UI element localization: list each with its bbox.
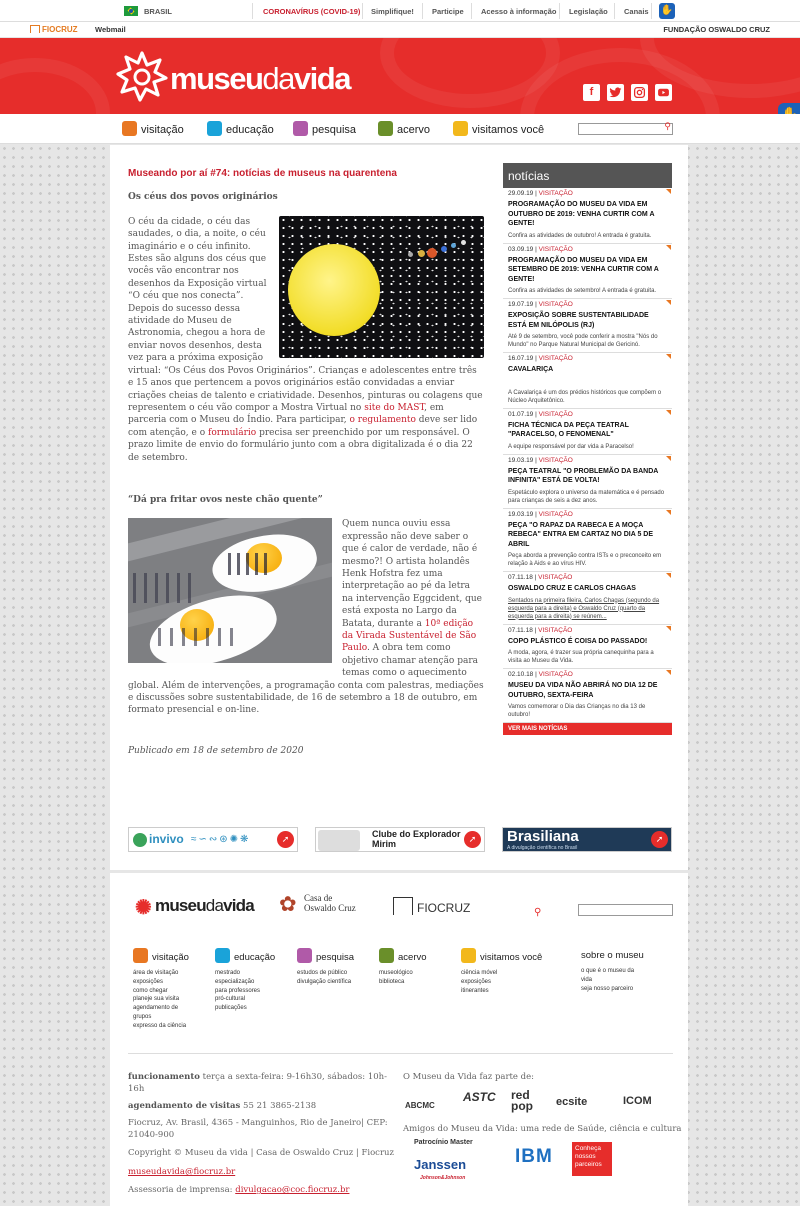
main-nav [0,114,800,144]
acervo-icon [378,121,393,136]
fiocruz-logo[interactable]: FIOCRUZ [30,25,78,34]
news-item[interactable]: 19.03.19 | VISITAÇÃO PEÇA "O RAPAZ DA RABECA E A MOÇA REBECA" ENTRA EM CARTAZ NO DIA 5 DE ABRIL Peça aborda a prevenção contra ISTs e o preconceito em relação à Aids e ao vírus HIV. [503,509,672,573]
visitamos-voce-icon [461,948,476,963]
footer-link[interactable]: biblioteca [379,978,405,985]
gov-link-legislacao[interactable]: Legislação [569,7,608,16]
footer-col-sobre [581,948,644,993]
gov-link-canais[interactable]: Canais [624,7,649,16]
footer-link[interactable]: exposições [133,978,164,985]
footer-partof: O Museu da Vida faz parte de: [403,1072,534,1082]
press-email-link[interactable]: divulgacao@coc.fiocruz.br [235,1185,350,1195]
gov-link-participe[interactable]: Participe [432,7,464,16]
partners-button[interactable]: Conheça nossos parceiros [572,1142,612,1176]
footer-link[interactable]: ciência móvel [461,970,498,976]
brazil-flag-icon [124,6,138,16]
twitter-icon[interactable] [607,84,624,101]
partner-redpop[interactable]: red pop [511,1088,533,1113]
footer-link[interactable]: como chegar [133,987,168,994]
footer-friends: Amigos do Museu da Vida: uma rede de Saúde, ciência e cultura [403,1124,682,1134]
partner-abcmc[interactable]: ABCMC [405,1101,435,1110]
partner-icom[interactable]: ICOM [623,1095,652,1107]
footer-link[interactable]: planeje sua visita [133,996,180,1003]
news-item[interactable]: 07.11.18 | VISITAÇÃO OSWALDO CRUZ E CARLOS CHAGAS Sentados na primeira fileira, Carlos Chagas (segundo da esquerda para a direita) e Oswaldo Cruz (quarto da esquerda para a direita) se reúnem... [503,572,672,625]
article [128,168,484,757]
footer-fiocruz-logo[interactable]: FIOCRUZ [393,897,470,915]
footer-col-pesquisa [297,948,354,987]
museu-da-vida-logo[interactable] [116,50,356,106]
news-sidebar [503,163,672,735]
visitacao-icon [122,121,137,136]
article-subtitle-1: Os céus dos povos originários [128,192,278,203]
publish-date: Publicado em 18 de setembro de 2020 [128,745,304,756]
article-paragraph-2: Quem nunca ouviu essa expressão não deve saber o que é calor de verdade, não é mesmo?! O artista holandês Henk Hofstra fez uma interpretação ao pé da letra na intervenção Eggcident, que está exposta no Largo da Batata, durante a 10ª edição da Virada Sustentável de São Paulo. A obra tem como objetivo chamar atenção para temas como o aquecimento global. Além de intervenções, a programação conta com palestras, mediações e discussões sobre sustentabilidade, de 16 de setembro a 18 de outubro, em formato presencial e on-line. [128,518,484,717]
pesquisa-icon [297,948,312,963]
footer-link[interactable]: para professores [215,987,261,994]
nav-visitamos-voce[interactable]: visitamos você [453,121,544,136]
footer-search-input[interactable] [578,904,673,916]
visitamos-voce-icon [453,121,468,136]
arrow-icon: ➚ [464,831,481,848]
educacao-icon [215,948,230,963]
sponsor-janssen[interactable]: Janssen [414,1157,467,1172]
facebook-icon[interactable]: f [583,84,600,101]
news-header: notícias [503,163,672,188]
gov-link-covid[interactable]: CORONAVÍRUS (COVID-19) [263,7,361,16]
footer-link[interactable]: publicações [215,1005,247,1012]
banner-clube-explorador[interactable]: Clube do Explorador Mirim ➚ [315,827,485,852]
footer-col-visitamos [461,948,542,995]
mast-site-link[interactable]: site do MAST [364,402,425,413]
nav-acervo[interactable]: acervo [378,121,430,136]
visitacao-icon [133,948,148,963]
museu-email-link[interactable]: museudavida@fiocruz.br [128,1167,236,1177]
footer-head-visitamos[interactable]: visitamos você [461,948,542,963]
gov-country-link[interactable]: BRASIL [144,7,172,16]
educacao-icon [207,121,222,136]
fried-eggs-image [128,518,332,663]
footer-link[interactable]: especialização [215,978,255,985]
footer-head-visitacao[interactable]: visitação [133,948,193,963]
nav-pesquisa[interactable]: pesquisa [293,121,356,136]
search-input[interactable] [578,123,673,135]
footer-casa-logo[interactable]: ✿ Casa de Oswaldo Cruz [279,892,356,916]
news-item[interactable]: 19.03.19 | VISITAÇÃO PEÇA TEATRAL "O PROBLEMÃO DA BANDA INFINITA" ESTÁ DE VOLTA! Espetáculo explora o universo da matemática e é pensado para crianças de seis a dez anos. [503,455,672,509]
sponsor-jnj: Johnson&Johnson [420,1175,466,1181]
nav-educacao[interactable]: educação [207,121,274,136]
news-item[interactable]: 03.09.19 | VISITAÇÃO PROGRAMAÇÃO DO MUSEU DA VIDA EM SETEMBRO DE 2019: VENHA CURTIR COM A GENTE! Confira as atividades de setembro! A entrada é gratuita. [503,244,672,300]
news-item[interactable]: 19.07.19 | VISITAÇÃO EXPOSIÇÃO SOBRE SUSTENTABILIDADE ESTÁ EM NILÓPOLIS (RJ) Até 9 de setembro, você pode conferir a mostra "Nós do Mundo" no Parque Natural Municipal de Gericinó. [503,299,672,353]
news-item[interactable]: 02.10.18 | VISITAÇÃO MUSEU DA VIDA NÃO ABRIRÁ NO DIA 12 DE OUTUBRO, SEXTA-FEIRA Vamos comemorar o Dia das Crianças no dia 13 de outubro! [503,669,672,723]
nav-visitacao[interactable]: visitação [122,121,184,136]
footer-link[interactable]: agendamento de grupos [133,1005,179,1020]
star-logo-icon: ✺ [135,897,151,919]
footer-col-educacao [215,948,275,1013]
logo-text: museudavida [170,61,350,96]
partner-astc[interactable]: ASTC [463,1090,496,1104]
formulario-link[interactable]: formulário [207,427,257,438]
footer-head-acervo[interactable]: acervo [379,948,427,963]
fiocruz-bar [0,22,800,38]
news-item[interactable]: 01.07.19 | VISITAÇÃO FICHA TÉCNICA DA PEÇA TEATRAL "PARACELSO, O FENOMENAL" A equipe responsável por dar vida a Paracelso! [503,409,672,455]
youtube-icon[interactable] [655,84,672,101]
footer-head-sobre[interactable]: sobre o museu [581,950,644,961]
regulamento-link[interactable]: o regulamento [349,415,416,426]
gov-bar [0,0,800,22]
arrow-icon: ➚ [651,831,668,848]
search-icon[interactable]: ⚲ [664,122,671,132]
partner-ecsite[interactable]: ecsite [556,1096,588,1108]
news-item[interactable]: 29.09.19 | VISITAÇÃO PROGRAMAÇÃO DO MUSEU DA VIDA EM OUTUBRO DE 2019: VENHA CURTIR COM A GENTE! Confira as atividades de outubro! A entrada é gratuita. [503,188,672,244]
footer-link[interactable]: pró-cultural [215,996,246,1003]
fundacao-link[interactable]: FUNDAÇÃO OSWALDO CRUZ [663,25,770,34]
gov-link-simplifique[interactable]: Simplifique! [371,7,414,16]
footer-head-educacao[interactable]: educação [215,948,275,963]
footer-search-icon[interactable]: ⚲ [534,907,542,918]
sponsor-ibm[interactable]: IBM [515,1146,553,1167]
footer-col-visitacao [133,948,193,1031]
footer-contact: funcionamento terça a sexta-feira: 9-16h30, sábados: 10h-16h agendamento de visitas 55 21 3865-2138 Fiocruz, Av. Brasil, 4365 - Manguinhos, Rio de Janeiro| CEP: 21040-900 Copyright © Museu da vida | Casa de Oswaldo Cruz | Fiocruz museudavida@fiocruz.br Assessoria de imprensa: divulgacao@coc.fiocruz.br [128,1072,394,1195]
accessibility-hand-icon[interactable]: ✋ [659,3,675,19]
footer-link[interactable]: museológico [379,970,413,976]
star-logo-icon [116,50,168,102]
instagram-icon[interactable] [631,84,648,101]
footer-link[interactable]: área de visitação [133,970,179,976]
footer-link[interactable]: seja nosso parceiro [581,985,634,992]
acervo-icon [379,948,394,963]
sponsor-label: Patrocínio Master [414,1139,473,1146]
site-header [0,38,800,114]
banner-brasiliana[interactable]: Brasiliana A divulgação científica no Brasil ➚ [502,827,672,852]
article-title: Museando por aí #74: notícias de museus na quarentena [128,168,397,179]
footer-link[interactable]: exposições itinerantes [461,978,492,994]
news-item[interactable]: 16.07.19 | VISITAÇÃO CAVALARIÇA A Cavalariça é um dos prédios históricos que compõem o Núcleo Arquitetônico. [503,353,672,409]
virada-sustentavel-link[interactable]: 10ª edição da Virada Sustentável de São Paulo [342,618,477,654]
webmail-link[interactable]: Webmail [95,25,126,34]
gov-link-acesso[interactable]: Acesso à informação [481,7,557,16]
more-news-button[interactable]: VER MAIS NOTÍCIAS [503,723,672,735]
article-paragraph-1: O céu da cidade, o céu das saudades, o dia, a noite, o céu imaginário e o céu infinito. Estes são alguns dos céus que vocês vão encontrar nos desenhos da Exposição virtual “O céu que nos conecta”. Depois do sucesso dessa atividade do Museu de Astronomia, chegou a hora de enviar novos desenhos, desta vez para a próxima exposição virtual: “Os Céus dos Povos Originários”. Crianças e adolescentes entre três e 15 anos que pertencem a povos originários estão convidadas a enviar criações cheias de talento e criatividade. Desenhos, pinturas ou colagens que representem o céu vão compor a Mostra Virtual no site do MAST, em parceria com o Museu do Índio. Para participar, o regulamento deve ser lido com atenção, e o formulário precisa ser preenchido por um responsável. O prazo limite de envio do formulário junto com a obra digitalizada é o dia 22 de setembro. [128,216,483,463]
footer-link[interactable]: estudos de público [297,970,348,976]
footer-link[interactable]: mestrado [215,970,241,976]
sky-drawing-image [279,216,484,358]
arrow-icon: ➚ [277,831,294,848]
footer-link[interactable]: expresso da ciência [133,1022,187,1029]
pesquisa-icon [293,121,308,136]
banner-invivo[interactable]: invivo ≈∽∾⊛✺❋ ➚ [128,827,298,852]
article-subtitle-2: “Dá pra fritar ovos neste chão quente” [128,494,323,505]
news-item[interactable]: 07.11.18 | VISITAÇÃO COPO PLÁSTICO É COISA DO PASSADO! A moda, agora, é trazer sua própria canequinha para a visita ao Museu da Vida. [503,625,672,670]
footer-link[interactable]: divulgação científica [297,978,352,985]
footer-museu-logo[interactable]: ✺ museudavida [135,896,254,919]
footer-col-acervo [379,948,427,987]
footer-head-pesquisa[interactable]: pesquisa [297,948,354,963]
footer-link[interactable]: o que é o museu da vida [581,968,635,983]
